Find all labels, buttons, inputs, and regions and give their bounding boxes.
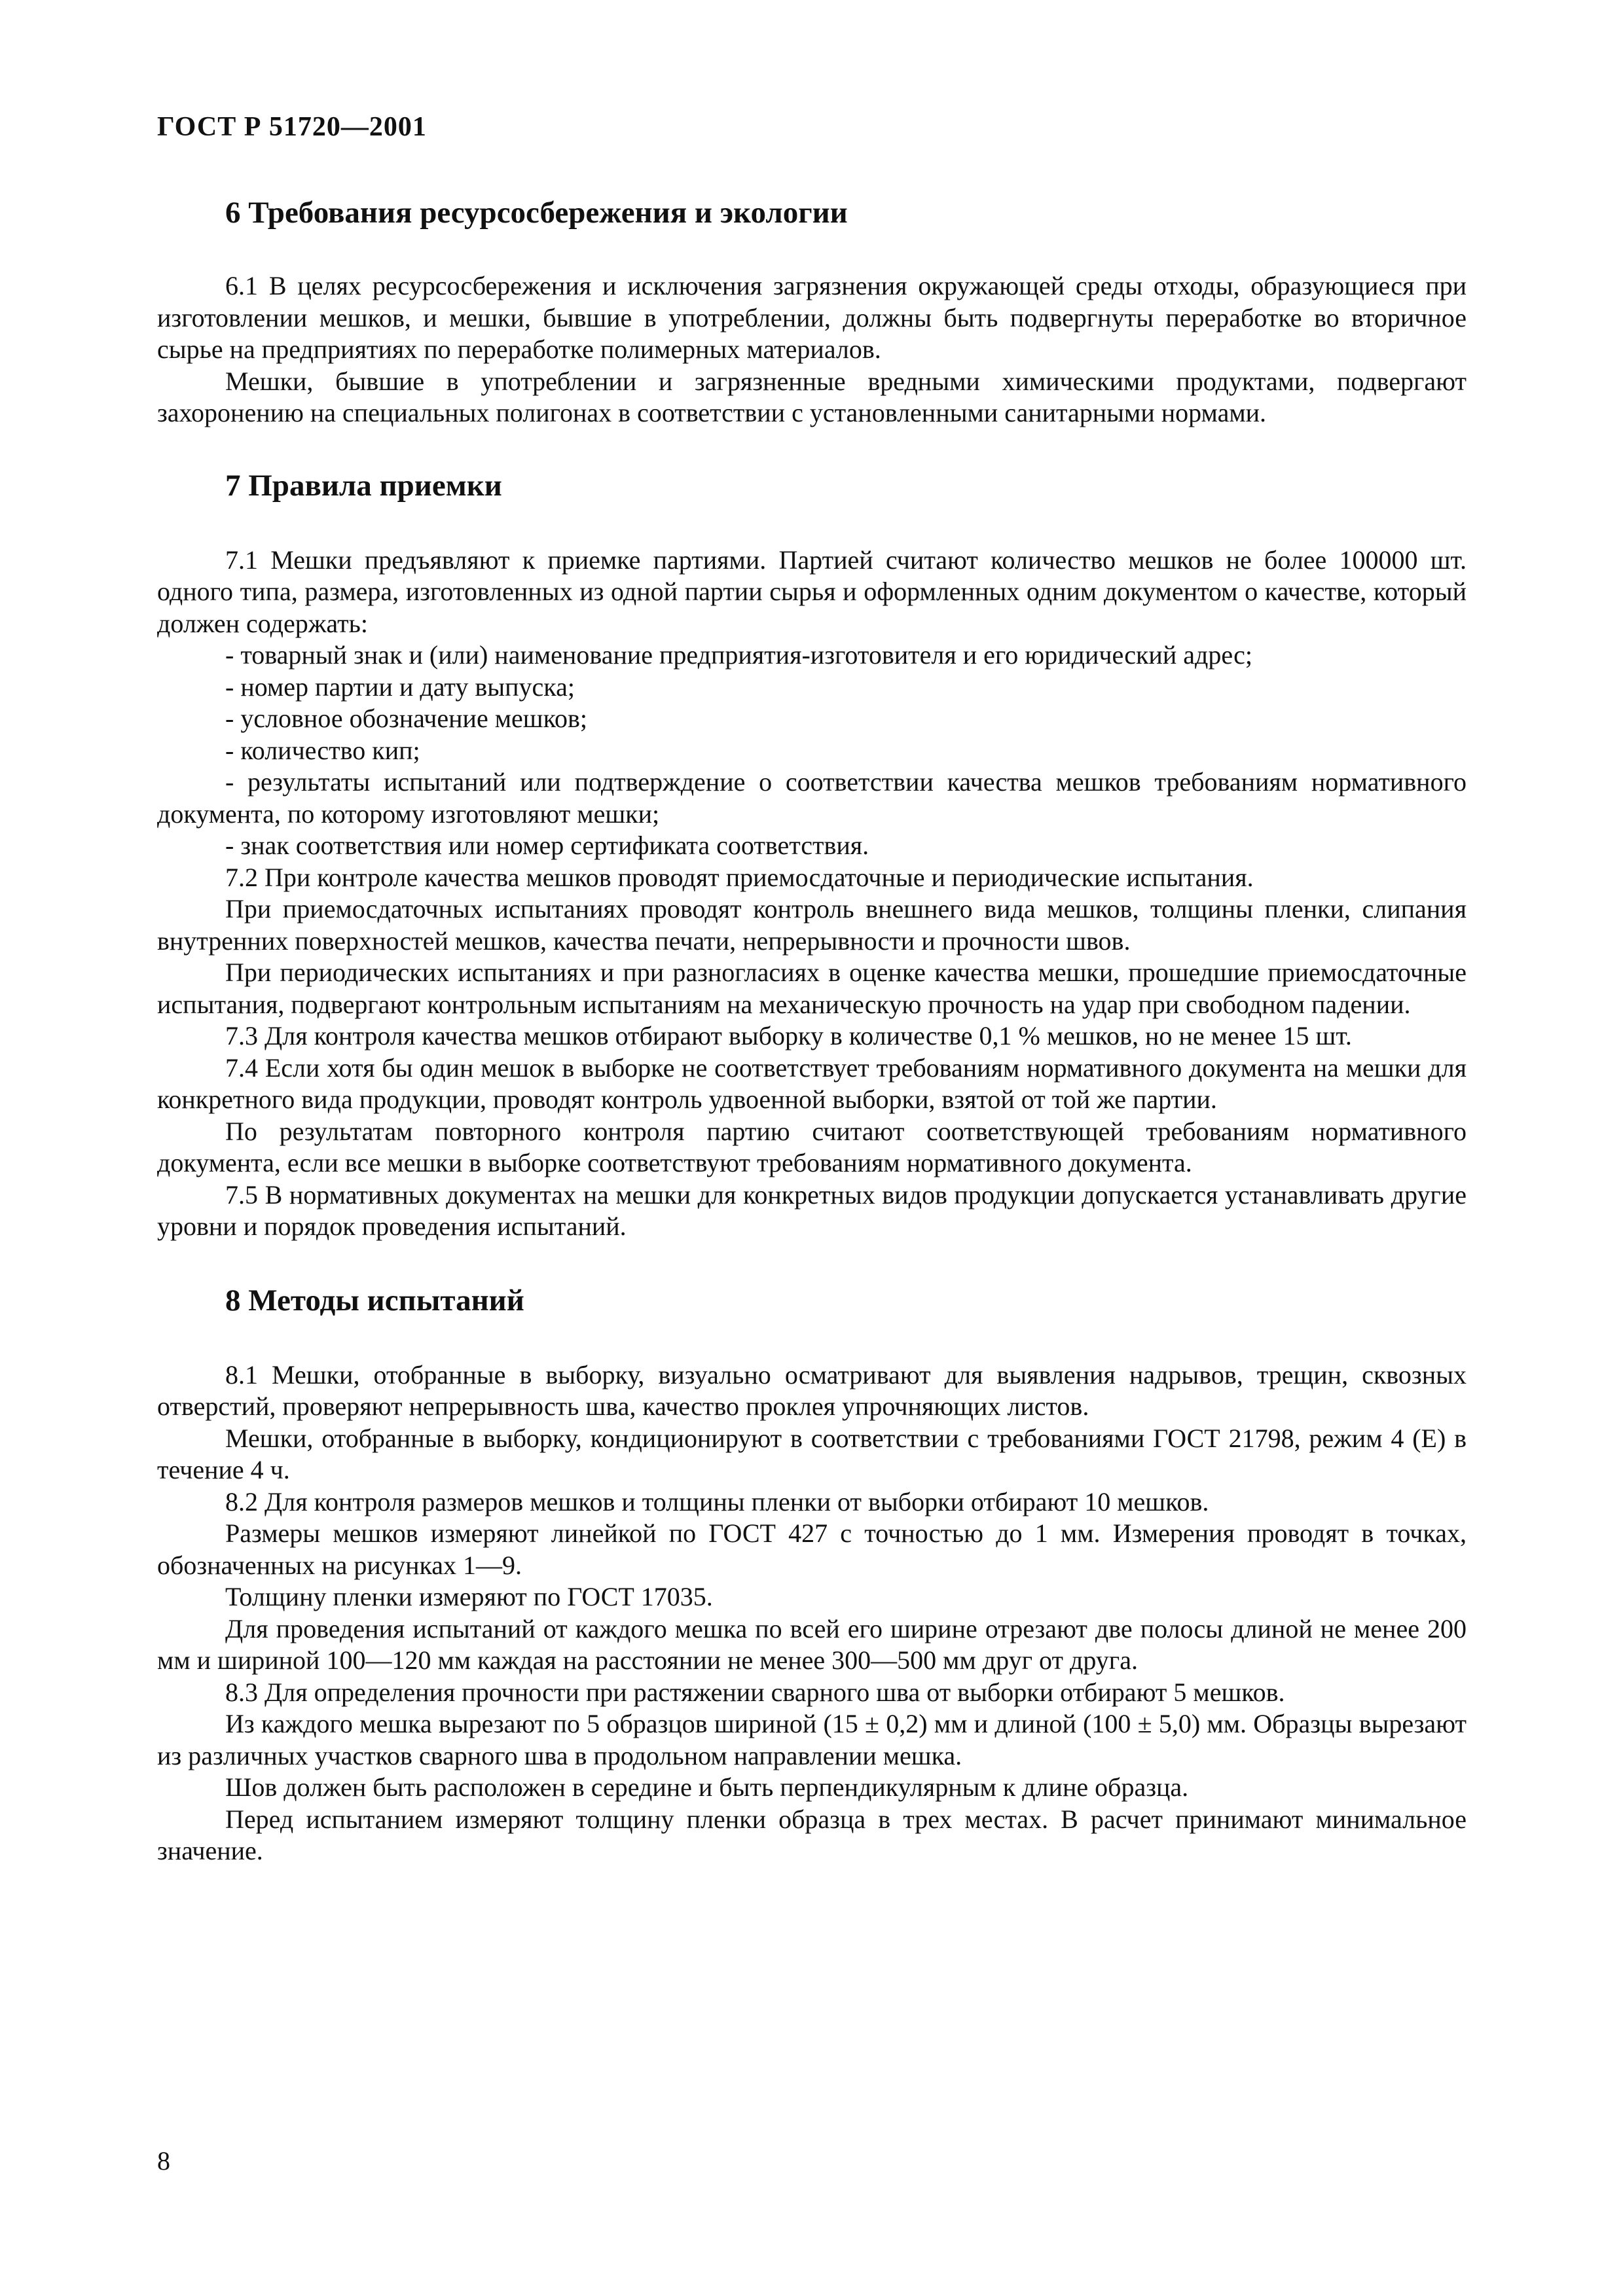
paragraph-8-2-c: Толщину пленки измеряют по ГОСТ 17035. <box>225 1582 713 1611</box>
paragraph-7-4: 7.4 Если хотя бы один мешок в выборке не соответствует требованиям нормативного документа на мешки для конкретного вида продукции, проводят контроль удвоенной выборки, взятой от той же партии. <box>157 1052 1467 1114</box>
section-title-6: 6 Требования ресурсосбережения и экологии <box>225 196 848 230</box>
paragraph-8-1-b: Мешки, отобранные в выборку, кондиционируют в соответствии с требованиями ГОСТ 21798, режим 4 (Е) в течение 4 ч. <box>157 1423 1467 1484</box>
page-number: 8 <box>157 2146 170 2176</box>
list-item-designation: - условное обозначение мешков; <box>225 704 587 733</box>
list-item-bale-count: - количество кип; <box>225 735 420 765</box>
standard-id-header: ГОСТ Р 51720—2001 <box>157 112 427 142</box>
list-item-test-results: - результаты испытаний или подтверждение о соответствии качества мешков требованиям нормативного документа, по которому изготовляют мешки; <box>157 767 1467 829</box>
paragraph-8-3-c: Шов должен быть расположен в середине и быть перпендикулярным к длине образца. <box>225 1772 1189 1802</box>
section-title-8: 8 Методы испытаний <box>225 1283 524 1318</box>
paragraph-8-3-d: Перед испытанием измеряют толщину пленки образца в трех местах. В расчет принимают минимальное значение. <box>157 1804 1467 1865</box>
paragraph-8-2-b: Размеры мешков измеряют линейкой по ГОСТ 427 с точностью до 1 мм. Измерения проводят в точках, обозначенных на рисунках 1—9. <box>157 1518 1467 1580</box>
paragraph-8-2-d: Для проведения испытаний от каждого мешка по всей его ширине отрезают две полосы длиной не менее 200 мм и шириной 100—120 мм каждая на расстоянии не менее 300—500 мм друг от друга. <box>157 1613 1467 1675</box>
paragraph-7-2-c: При периодических испытаниях и при разногласиях в оценке качества мешки, прошедшие приемосдаточные испытания, подвергают контрольным испытаниям на механическую прочность на удар при свободном падении. <box>157 958 1467 1019</box>
document-body <box>157 180 1467 1867</box>
paragraph-7-1: 7.1 Мешки предъявляют к приемке партиями. Партией считают количество мешков не более 100000 шт. одного типа, размера, изготовленных из одной партии сырья и оформленных одним документом о качестве, который должен содержать: <box>157 545 1467 638</box>
section-title-7: 7 Правила приемки <box>225 468 502 503</box>
list-item-batch-number: - номер партии и дату выпуска; <box>225 672 575 702</box>
paragraph-8-3-b: Из каждого мешка вырезают по 5 образцов шириной (15 ± 0,2) мм и длиной (100 ± 5,0) мм. Образцы вырезают из различных участков сварного шва в продольном направлении мешка. <box>157 1709 1467 1770</box>
paragraph-6-1: 6.1 В целях ресурсосбережения и исключения загрязнения окружающей среды отходы, образующиеся при изготовлении мешков, и мешки, бывшие в употреблении, должны быть подвергнуты переработке во вторичное сырье на предприятиях по переработке полимерных материалов. <box>157 271 1467 364</box>
paragraph-7-5: 7.5 В нормативных документах на мешки для конкретных видов продукции допускается устанавливать другие уровни и порядок проведения испытаний. <box>157 1179 1467 1241</box>
list-item-conformity-mark: - знак соответствия или номер сертификата соответствия. <box>225 831 869 860</box>
paragraph-7-2: 7.2 При контроле качества мешков проводят приемосдаточные и периодические испытания. <box>225 862 1254 892</box>
paragraph-7-2-b: При приемосдаточных испытаниях проводят контроль внешнего вида мешков, толщины пленки, слипания внутренних поверхностей мешков, качества печати, непрерывности и прочности швов. <box>157 894 1467 956</box>
paragraph-7-3: 7.3 Для контроля качества мешков отбирают выборку в количестве 0,1 % мешков, но не менее 15 шт. <box>225 1021 1352 1050</box>
paragraph-8-3: 8.3 Для определения прочности при растяжении сварного шва от выборки отбирают 5 мешков. <box>225 1677 1285 1707</box>
paragraph-8-1: 8.1 Мешки, отобранные в выборку, визуально осматривают для выявления надрывов, трещин, сквозных отверстий, проверяют непрерывность шва, качество проклея упрочняющих листов. <box>157 1359 1467 1421</box>
paragraph-8-2: 8.2 Для контроля размеров мешков и толщины пленки от выборки отбирают 10 мешков. <box>225 1486 1209 1516</box>
paragraph-7-4-b: По результатам повторного контроля партию считают соответствующей требованиям нормативного документа, если все мешки в выборке соответствуют требованиям нормативного документа. <box>157 1116 1467 1177</box>
paragraph-6-1-b: Мешки, бывшие в употреблении и загрязненные вредными химическими продуктами, подвергают захоронению на специальных полигонах в соответствии с установленными санитарными нормами. <box>157 366 1467 427</box>
list-item-trademark: - товарный знак и (или) наименование предприятия-изготовителя и его юридический адрес; <box>225 640 1252 670</box>
